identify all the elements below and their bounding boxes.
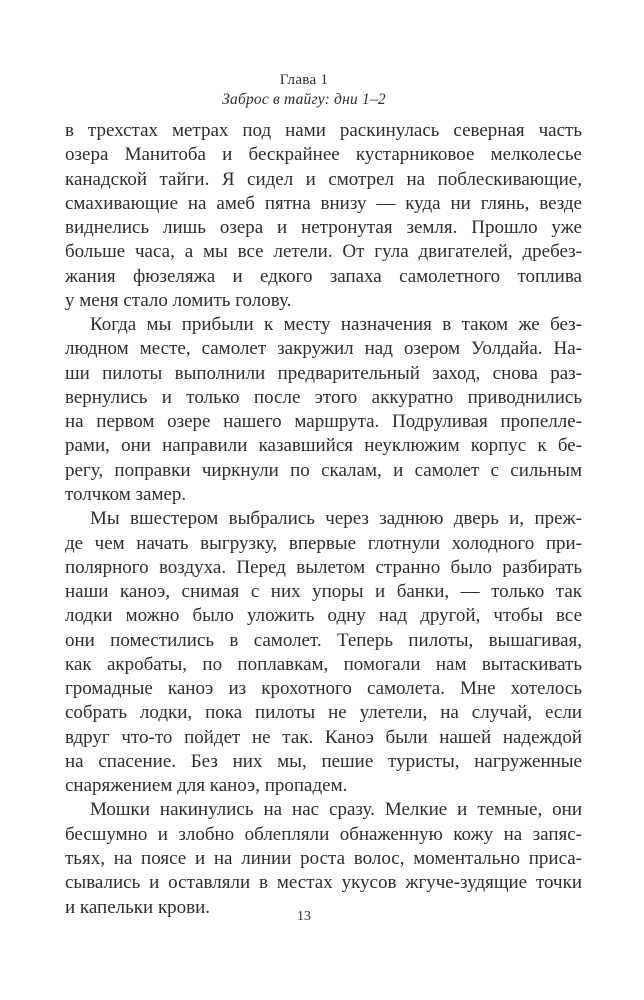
text-line: собрать лодки, пока пилоты не улетели, на случай, если — [65, 702, 582, 724]
text-line: наши каноэ, снимая с них упоры и банки, — только так — [65, 581, 582, 603]
body-text — [65, 119, 582, 920]
text-line: громадные каноэ из крохотного самолета. Мне хотелось — [65, 678, 582, 700]
text-line: смахивающие на амеб пятна внизу — куда ни глянь, везде — [65, 192, 582, 214]
text-line: виднелись лишь озера и нетронутая земля. Прошло уже — [65, 217, 582, 239]
text-line: больше часа, а мы все летели. От гула двигателей, дребез- — [65, 241, 582, 263]
paragraph — [65, 313, 582, 507]
text-line: и капельки крови. — [65, 896, 211, 918]
paragraph — [65, 507, 582, 798]
text-line: вдруг что-то пойдет не так. Каноэ были нашей надеждой — [65, 726, 582, 748]
text-line: тьях, на поясе и на линии роста волос, моментально приса- — [65, 847, 582, 869]
text-line: Когда мы прибыли к месту назначения в таком же без- — [90, 314, 582, 336]
text-line: у меня стало ломить голову. — [65, 289, 292, 311]
paragraph — [65, 119, 582, 313]
text-line: канадской тайги. Я сидел и смотрел на поблескивающие, — [65, 168, 582, 190]
text-line: толчком замер. — [65, 483, 187, 505]
text-line: регу, поправки чиркнули по скалам, и самолет с сильным — [65, 459, 582, 481]
text-line: полярного воздуха. Перед вылетом странно было разбирать — [65, 556, 582, 578]
chapter-title: Глава 1 — [279, 72, 329, 88]
text-line: как акробаты, по поплавкам, помогали нам вытаскивать — [65, 653, 582, 675]
text-line: Мошки накинулись на нас сразу. Мелкие и темные, они — [90, 799, 582, 821]
page-number: 13 — [297, 909, 311, 924]
text-line: на спасение. Без них мы, пешие туристы, нагруженные — [65, 750, 582, 772]
text-line: снаряжением для каноэ, пропадем. — [65, 775, 348, 797]
text-line: они поместились в самолет. Теперь пилоты, вышагивая, — [65, 629, 582, 651]
text-line: озера Манитоба и бескрайнее кустарниковое мелколесье — [65, 144, 582, 166]
chapter-subtitle: Заброс в тайгу: дни 1–2 — [222, 91, 386, 108]
text-line: людном месте, самолет закружил над озером Уолдайа. На- — [65, 338, 582, 360]
text-line: на первом озере нашего маршрута. Подруливая пропелле- — [65, 411, 582, 433]
text-line: сывались и оставляли в местах укусов жгуче-зудящие точки — [65, 872, 582, 894]
chapter-header — [0, 71, 608, 109]
text-line: де чем начать выгрузку, впервые глотнули холодного при- — [65, 532, 582, 554]
text-line: лодки можно было уложить одну над другой, чтобы все — [65, 605, 582, 627]
text-line: бесшумно и злобно облепляли обнаженную кожу на запяс- — [65, 823, 582, 845]
text-line: жания фюзеляжа и едкого запаха самолетного топлива — [65, 265, 582, 287]
paragraph — [65, 798, 582, 919]
text-line: вернулись и только после этого аккуратно приводнились — [65, 386, 582, 408]
text-line: в трехстах метрах под нами раскинулась северная часть — [65, 120, 582, 141]
text-line: рами, они направили казавшийся неуклюжим корпус к бе- — [65, 435, 582, 457]
text-line: Мы вшестером выбрались через заднюю дверь и, преж- — [90, 508, 582, 530]
text-line: ши пилоты выполнили предварительный заход, снова раз- — [65, 362, 582, 384]
